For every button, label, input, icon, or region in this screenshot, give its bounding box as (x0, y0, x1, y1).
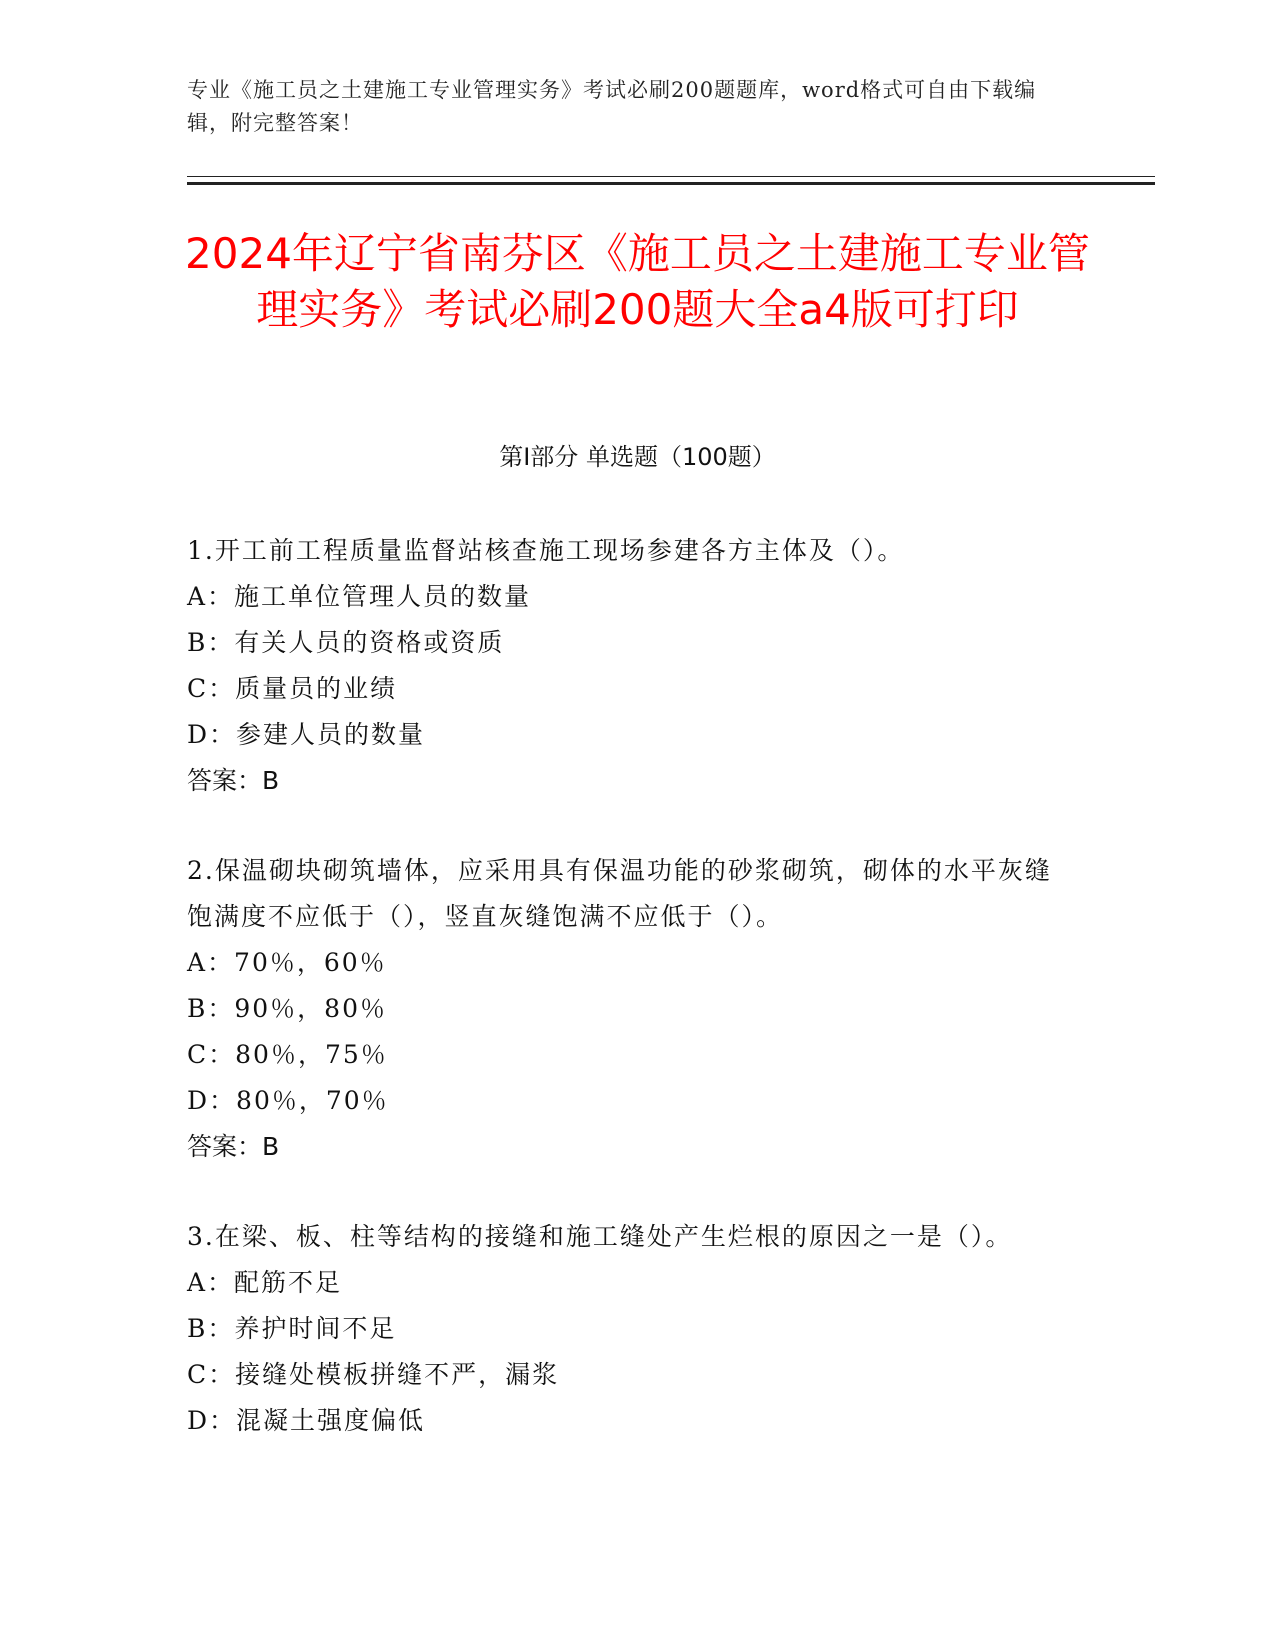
question-stem: 2.保温砌块砌筑墙体，应采用具有保温功能的砂浆砌筑，砌体的水平灰缝饱满度不应低于（），竖直灰缝饱满不应低于（）。 (187, 856, 1052, 931)
question-stem: 3.在梁、板、柱等结构的接缝和施工缝处产生烂根的原因之一是（）。 (187, 1222, 1013, 1251)
answer-line: 答案：B (187, 766, 280, 795)
option-a: A：配筋不足 (187, 1268, 343, 1297)
option-d: D：参建人员的数量 (187, 720, 426, 749)
answer-line: 答案：B (187, 1132, 280, 1161)
option-b: B：有关人员的资格或资质 (187, 628, 505, 657)
option-a: A：施工单位管理人员的数量 (187, 582, 532, 611)
question-3 (187, 1214, 1067, 1444)
document-title: 2024年辽宁省南芬区《施工员之土建施工专业管理实务》考试必刷200题大全a4版可打印 (185, 229, 1090, 334)
option-d: D：80％，70％ (187, 1086, 389, 1115)
option-a: A：70％，60％ (187, 948, 387, 977)
option-b: B：养护时间不足 (187, 1314, 397, 1343)
question-1 (187, 528, 1067, 804)
option-c: C：接缝处模板拼缝不严，漏浆 (187, 1360, 560, 1389)
section-heading: 第I部分 单选题（100题） (499, 443, 776, 471)
header-divider-thick (187, 182, 1155, 185)
option-c: C：80％，75％ (187, 1040, 388, 1069)
option-b: B：90％，80％ (187, 994, 387, 1023)
option-d: D：混凝土强度偏低 (187, 1406, 426, 1435)
header-note: 专业《施工员之土建施工专业管理实务》考试必刷200题题库，word格式可自由下载编辑，附完整答案！ (187, 78, 1037, 135)
question-2 (187, 848, 1067, 1170)
option-c: C：质量员的业绩 (187, 674, 398, 703)
header-divider-thin (187, 176, 1155, 177)
question-stem: 1.开工前工程质量监督站核查施工现场参建各方主体及（）。 (187, 536, 905, 565)
question-list (187, 528, 1067, 1488)
